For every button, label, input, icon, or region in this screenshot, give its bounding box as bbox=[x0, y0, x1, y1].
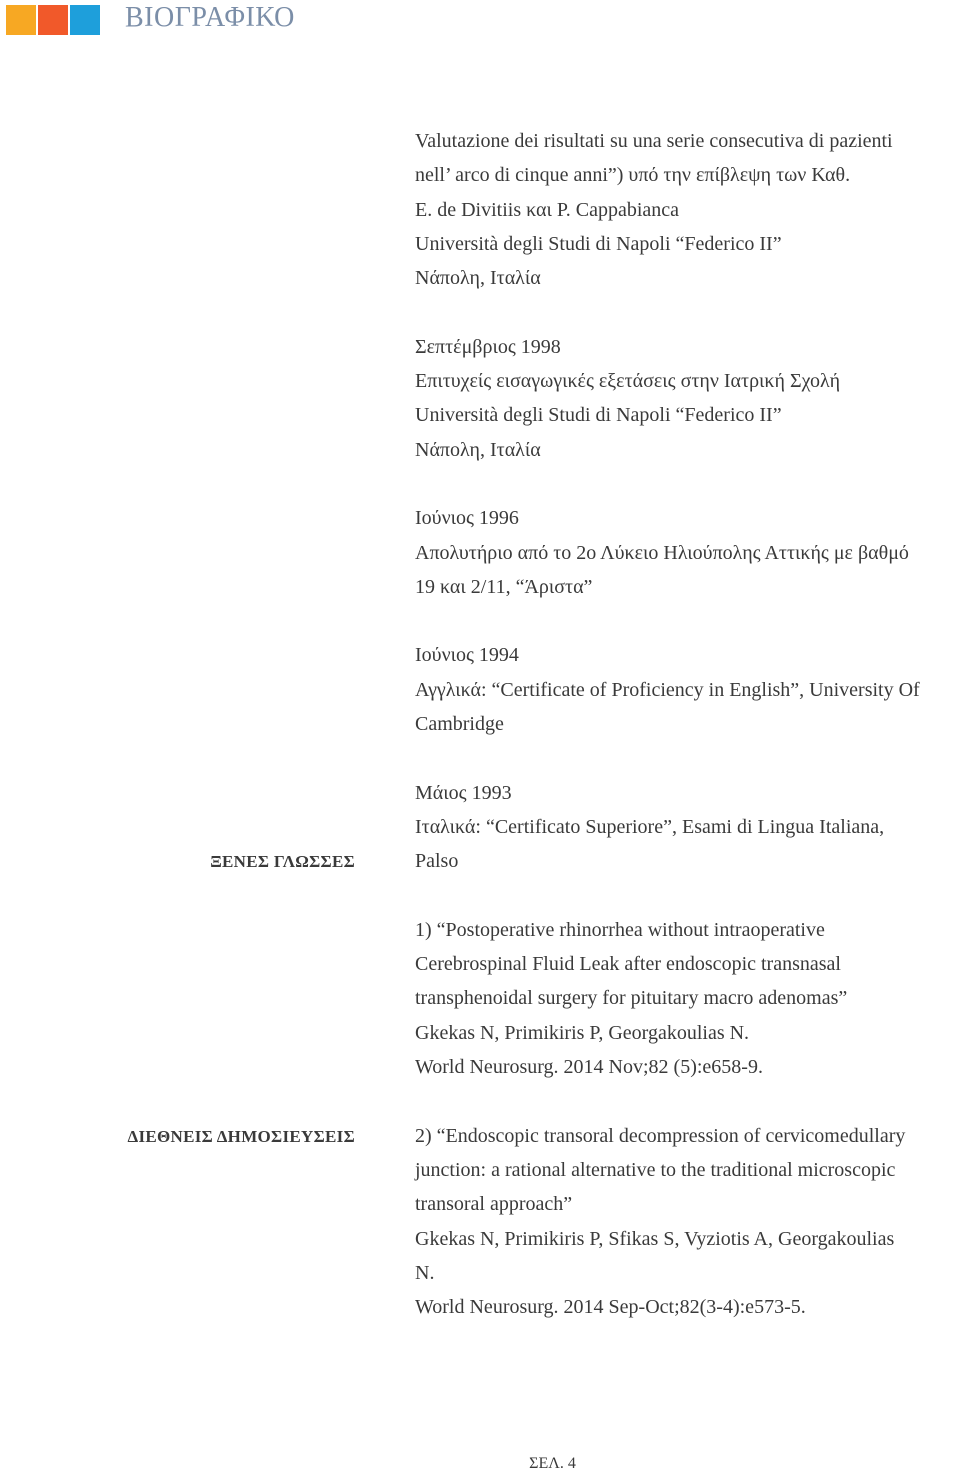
paragraph-gap bbox=[415, 467, 960, 501]
text-line: World Neurosurg. 2014 Nov;82 (5):e658-9. bbox=[415, 1056, 763, 1079]
text-line: transoral approach” bbox=[415, 1193, 573, 1216]
text-line: nell’ arco di cinque anni”) υπό την επίβλεψη των Καθ. bbox=[415, 164, 851, 187]
text-line: Palso bbox=[415, 850, 459, 873]
text-line: Σεπτέμβριος 1998 bbox=[415, 335, 561, 358]
text-line: Università degli Studi di Napoli “Federico II” bbox=[415, 404, 782, 427]
text-line: Valutazione dei risultati su una serie consecutiva di pazienti bbox=[415, 130, 893, 152]
paragraph-gap bbox=[415, 295, 960, 329]
text-line: Ιούνιος 1996 bbox=[415, 507, 519, 530]
orange-square-icon bbox=[6, 5, 36, 35]
blue-square-icon bbox=[70, 5, 100, 35]
paragraph-gap bbox=[415, 1084, 960, 1118]
text-line: 2) “Endoscopic transoral decompression of cervicomedullary bbox=[415, 1124, 906, 1147]
text-line: Αγγλικά: “Certificate of Proficiency in English”, University Of bbox=[415, 678, 920, 701]
text-line: N. bbox=[415, 1261, 435, 1284]
text-line: junction: a rational alternative to the traditional microscopic bbox=[415, 1158, 896, 1181]
page-number: ΣΕΛ. 4 bbox=[529, 1455, 576, 1472]
text-line: 1) “Postoperative rhinorrhea without intraoperative bbox=[415, 918, 825, 941]
red-square-icon bbox=[38, 5, 68, 35]
text-line: Università degli Studi di Napoli “Federico II” bbox=[415, 232, 782, 255]
paragraph-gap bbox=[415, 604, 960, 638]
text-line: Ιούνιος 1994 bbox=[415, 644, 519, 667]
text-line: Απολυτήριο από το 2ο Λύκειο Ηλιούπολης Αττικής με βαθμό bbox=[415, 541, 909, 564]
document-title: ΒΙΟΓΡΑΦΙΚΟ bbox=[125, 2, 295, 33]
text-line: Ιταλικά: “Certificato Superiore”, Esami di Lingua Italiana, bbox=[415, 815, 885, 838]
text-line: Επιτυχείς εισαγωγικές εξετάσεις στην Ιατρική Σχολή bbox=[415, 370, 841, 393]
text-line: Cambridge bbox=[415, 713, 504, 736]
text-line: Νάπολη, Ιταλία bbox=[415, 438, 541, 461]
section-label-publications: ΔΙΕΘΝΕΙΣ ΔΗΜΟΣΙΕΥΣΕΙΣ bbox=[127, 1127, 355, 1146]
text-line: transphenoidal surgery for pituitary macro adenomas” bbox=[415, 987, 848, 1010]
text-line: World Neurosurg. 2014 Sep-Oct;82(3-4):e573-5. bbox=[415, 1296, 806, 1319]
section-label-languages: ΞΕΝΕΣ ΓΛΩΣΣΕΣ bbox=[210, 852, 355, 871]
text-line: Cerebrospinal Fluid Leak after endoscopic transnasal bbox=[415, 953, 841, 976]
text-line: 19 και 2/11, “Άριστα” bbox=[415, 575, 593, 598]
text-line: E. de Divitiis και P. Cappabianca bbox=[415, 198, 680, 221]
text-line: Νάπολη, Ιταλία bbox=[415, 267, 541, 290]
text-line: Gkekas N, Primikiris P, Sfikas S, Vyziotis A, Georgakoulias bbox=[415, 1227, 895, 1250]
paragraph-gap bbox=[415, 879, 960, 913]
text-line: Μάιος 1993 bbox=[415, 781, 512, 804]
paragraph-gap bbox=[415, 741, 960, 775]
cv-content bbox=[415, 124, 960, 1324]
text-line: Gkekas N, Primikiris P, Georgakoulias N. bbox=[415, 1021, 750, 1044]
